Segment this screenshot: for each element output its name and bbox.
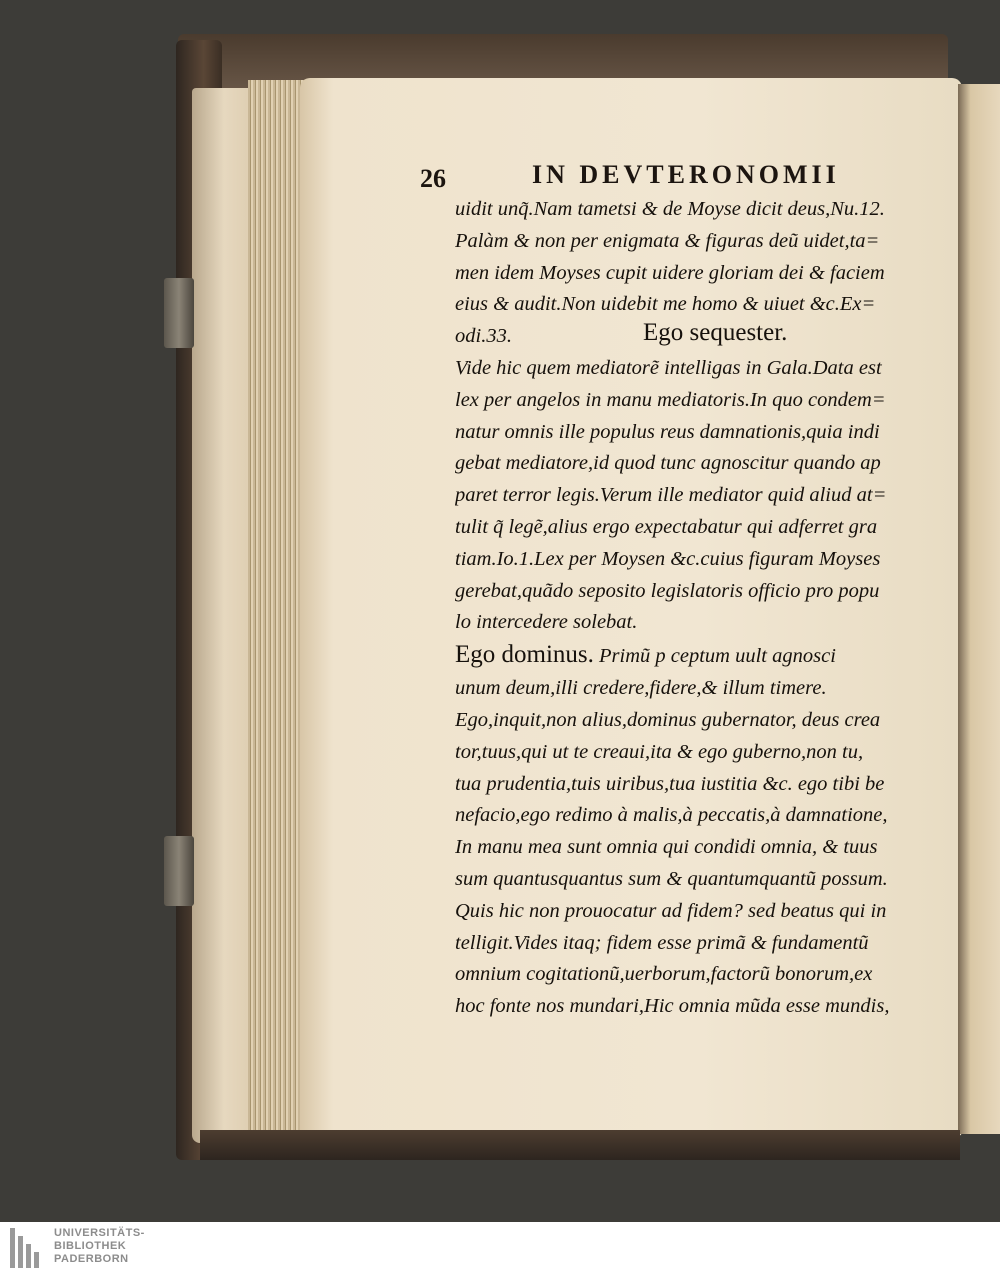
text-line: Palàm & non per enigmata & figuras deũ uidet,ta=: [455, 229, 880, 252]
text-line: gebat mediatore,id quod tunc agnoscitur quando ap: [455, 452, 881, 475]
library-line: BIBLIOTHEK: [54, 1240, 127, 1252]
page-edges: [248, 80, 306, 1140]
page-text: [455, 194, 945, 1023]
text-line: sum quantusquantus sum & quantumquantũ possum.: [455, 867, 888, 890]
text-line: hoc fonte nos mundari,Hic omnia mũda esse mundis,: [455, 995, 890, 1018]
text-line: [455, 321, 945, 353]
text-line: In manu mea sunt omnia qui condidi omnia, & tuus: [455, 836, 878, 859]
library-name: [54, 1227, 145, 1266]
text-line: eius & audit.Non uidebit me homo & uiuet &c.Ex=: [455, 293, 876, 316]
text-line: men idem Moyses cupit uidere gloriam dei & faciem: [455, 261, 885, 284]
clasp-icon: [164, 836, 194, 906]
text-line: omnium cogitationũ,uerborum,factorũ bonorum,ex: [455, 963, 873, 986]
book-cover-bottom: [200, 1130, 960, 1160]
section-heading: Ego dominus.: [455, 641, 594, 669]
clasp-icon: [164, 278, 194, 348]
text-line: tiam.Io.1.Lex per Moysen &c.cuius figuram Moyses: [455, 547, 881, 570]
text-line: Quis hic non prouocatur ad fidem? sed beatus qui in: [455, 899, 887, 922]
footer-bar: [0, 1222, 1000, 1274]
text-line: Vide hic quem mediatorẽ intelligas in Gala.Data est: [455, 356, 882, 379]
text-line: tulit q̃ legẽ,alius ergo expectabatur qui adferret gra: [455, 515, 878, 538]
text-line-start: odi.33.: [455, 325, 512, 348]
text-line: lex per angelos in manu mediatoris.In quo condem=: [455, 388, 886, 411]
text-line: lo intercedere solebat.: [455, 611, 638, 634]
page-number: 26: [420, 164, 446, 193]
library-line: PADERBORN: [54, 1253, 129, 1265]
text-line-rest: Primũ p ceptum uult agnosci: [599, 645, 836, 668]
text-line: uidit unq̃.Nam tametsi & de Moyse dicit deus,Nu.12.: [455, 198, 885, 220]
text-line: [455, 639, 945, 673]
running-head: IN DEVTERONOMII: [532, 160, 840, 189]
text-line: Ego,inquit,non alius,dominus gubernator, deus crea: [455, 708, 881, 731]
text-line: telligit.Vides itaq; fidem esse primã & fundamentũ: [455, 931, 869, 954]
text-line: nefacio,ego redimo à malis,à peccatis,à damnatione,: [455, 804, 888, 827]
text-line: gerebat,quãdo seposito legislatoris officio pro popu: [455, 579, 880, 602]
library-logo-icon: [10, 1228, 48, 1268]
text-line: paret terror legis.Verum ille mediator quid aliud at=: [455, 484, 887, 507]
right-page-edge: [958, 84, 1000, 1134]
text-line: tor,tuus,qui ut te creaui,ita & ego guberno,non tu,: [455, 740, 864, 763]
text-line: tua prudentia,tuis uiribus,tua iustitia &c. ego tibi be: [455, 772, 885, 795]
section-heading: Ego sequester.: [643, 321, 788, 347]
text-line: natur omnis ille populus reus damnationis,quia indi: [455, 420, 880, 443]
library-line: UNIVERSITÄTS-: [54, 1227, 145, 1239]
text-line: unum deum,illi credere,fidere,& illum timere.: [455, 677, 827, 700]
